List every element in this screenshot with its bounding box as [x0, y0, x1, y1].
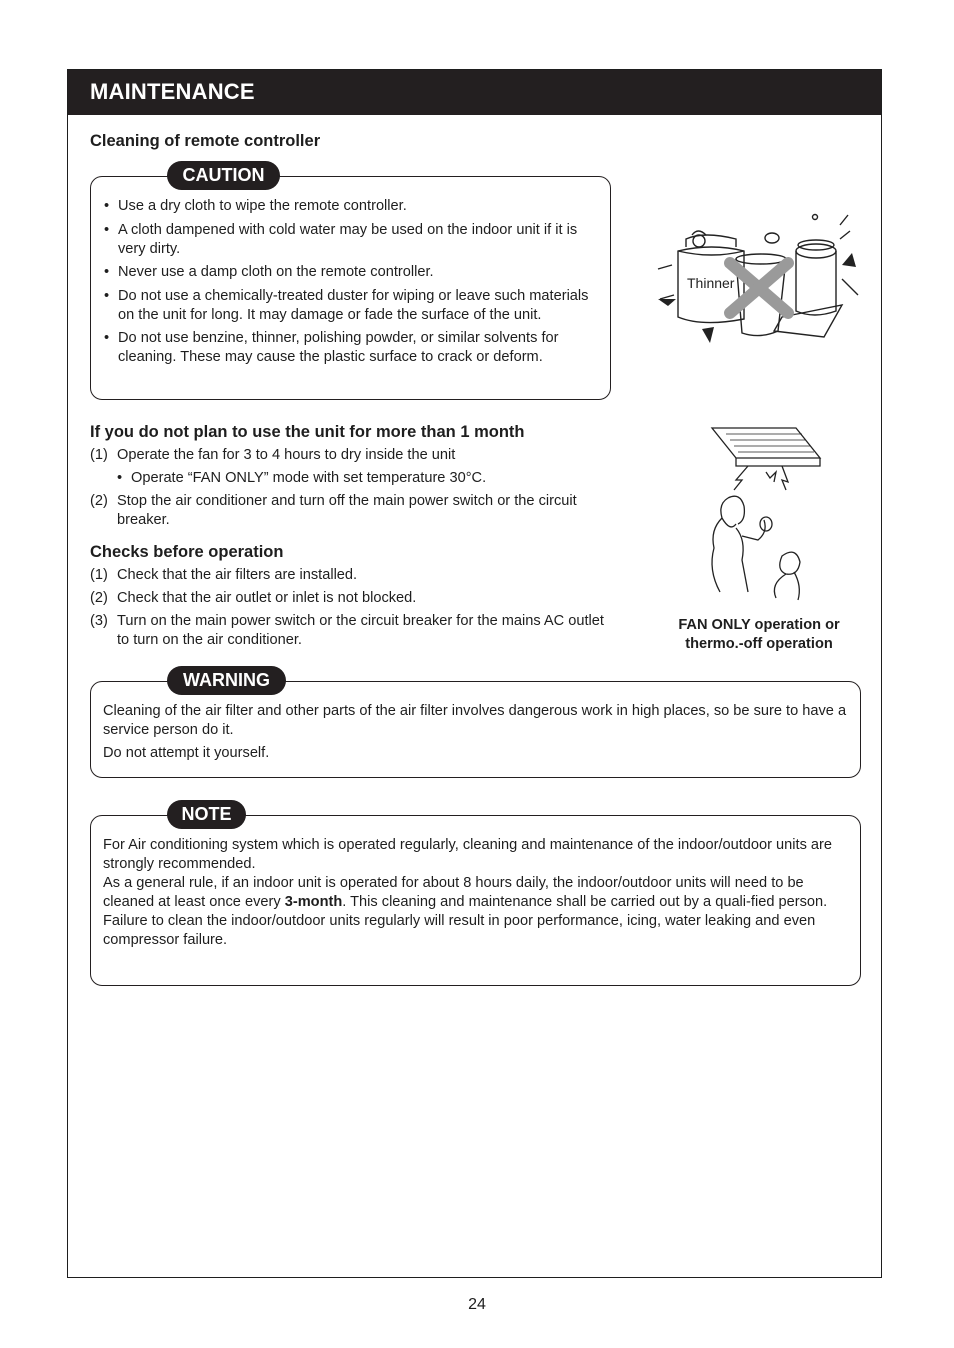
caption-line-1: FAN ONLY operation or: [678, 617, 840, 633]
airflow-arrow: [734, 466, 748, 490]
fan-only-illustration: [696, 420, 826, 602]
item-number: (1): [90, 447, 108, 463]
jar: [796, 251, 836, 315]
caution-item: • Never use a damp cloth on the remote controller.: [102, 263, 598, 282]
cloth-in-hand: [760, 517, 772, 531]
checks-item: [90, 566, 610, 585]
item-text: Check that the air outlet or inlet is not blocked.: [117, 590, 417, 606]
item-number: (3): [90, 613, 108, 629]
caption-line-2: thermo.-off operation: [685, 636, 833, 652]
unused-item-1: [90, 446, 610, 465]
warning-text-2: Do not attempt it yourself.: [103, 745, 270, 761]
item-number: (2): [90, 493, 108, 509]
caution-box: [90, 176, 611, 400]
checks-list: [90, 566, 610, 654]
checks-item: [90, 589, 610, 608]
solvents-illustration: [652, 205, 867, 345]
checks-heading: Checks before operation: [90, 543, 284, 561]
checks-item: [90, 612, 610, 650]
note-text-3: Failure to clean the indoor/outdoor units regularly will result in poor performance, icing, water leaking and even compressor failure.: [103, 913, 816, 948]
caution-item: • Use a dry cloth to wipe the remote controller.: [102, 197, 598, 216]
caution-item: • A cloth dampened with cold water may be used on the indoor unit if it is very dirty.: [102, 221, 598, 259]
note-label: NOTE: [167, 800, 246, 829]
baby: [780, 552, 800, 574]
unused-heading: If you do not plan to use the unit for more than 1 month: [90, 423, 525, 441]
note-text-1: For Air conditioning system which is operated regularly, cleaning and maintenance of the indoor/outdoor units are strongly recommended.: [103, 837, 833, 872]
caution-item: • Do not use a chemically-treated duster for wiping or leave such materials on the unit for long. It may damage or fade the surface of the unit.: [102, 287, 598, 325]
item-text: Turn on the main power switch or the circuit breaker for the mains AC outlet to turn on the air conditioner.: [117, 613, 604, 648]
warning-body: [103, 702, 848, 763]
person-head: [721, 498, 736, 527]
item-number: (2): [90, 590, 108, 606]
note-body: [103, 836, 848, 950]
page-title: MAINTENANCE: [90, 79, 255, 104]
item-text: Operate the fan for 3 to 4 hours to dry inside the unit: [117, 447, 456, 463]
warning-text-1: Cleaning of the air filter and other parts of the air filter involves dangerous work in high places, so be sure to have a service person do it.: [103, 703, 847, 738]
thinner-label: Thinner: [687, 275, 735, 291]
unused-item-2: [90, 492, 610, 530]
caution-item: • Do not use benzine, thinner, polishing powder, or similar solvents for cleaning. These may cause the plastic surface to crack or deform.: [102, 329, 598, 367]
header-bar: [68, 70, 881, 115]
figure-caption: [660, 616, 858, 654]
unused-sub-bullet: • Operate “FAN ONLY” mode with set temperature 30°C.: [90, 469, 610, 488]
page-number: 24: [468, 1296, 486, 1313]
remote-heading: Cleaning of remote controller: [90, 132, 321, 150]
caution-list: [102, 197, 598, 372]
note-box: [90, 815, 861, 986]
unused-list: [90, 446, 610, 534]
note-text-2a: As a general rule, if an indoor unit is operated for about 8 hours daily, the indoor/outdoor units will need to be cleaned at least once every: [103, 875, 804, 910]
note-emphasis: 3-month: [284, 894, 343, 910]
note-text-2b: . This cleaning and maintenance shall be carried out by a quali-fied person.: [342, 894, 828, 910]
item-number: (1): [90, 567, 108, 583]
item-text: Stop the air conditioner and turn off the main power switch or the circuit breaker.: [117, 493, 577, 528]
caution-label: CAUTION: [167, 161, 280, 190]
warning-box: [90, 681, 861, 778]
warning-label: WARNING: [167, 666, 286, 695]
item-text: Check that the air filters are installed.: [117, 567, 358, 583]
cassette-unit: [712, 428, 820, 458]
note-text-2: [103, 874, 848, 912]
